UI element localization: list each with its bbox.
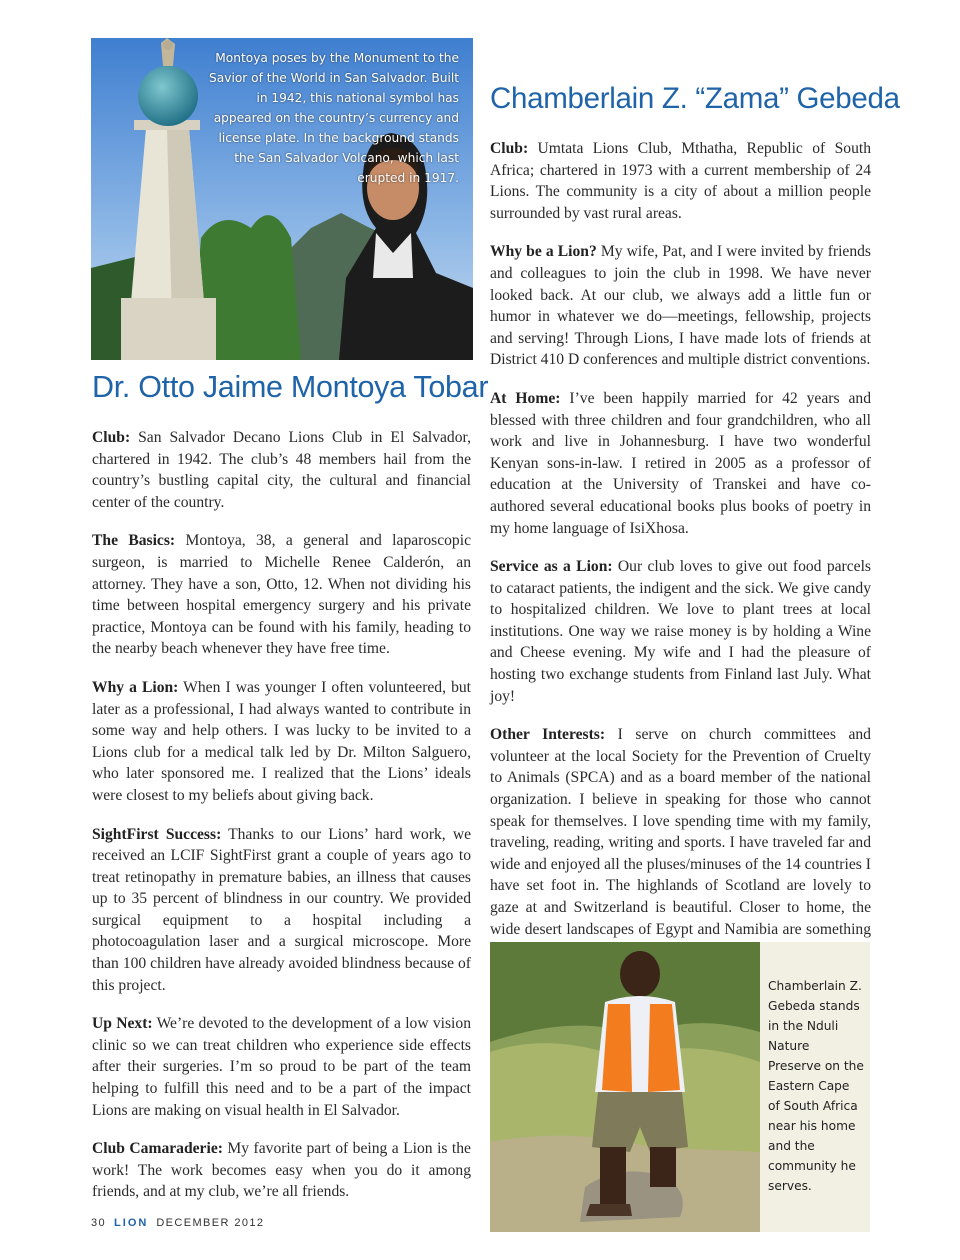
montoya-article-title: Dr. Otto Jaime Montoya Tobar — [92, 370, 489, 404]
issue-date: DECEMBER 2012 — [156, 1217, 265, 1229]
paragraph-label: Why be a Lion? — [490, 243, 597, 261]
gebeda-photo — [490, 942, 870, 1232]
paragraph-label: Club: — [490, 140, 529, 157]
montoya-photo-caption: Montoya poses by the Monument to the Savior of the World in San Salvador. Built in 1942, this national symbol has appeared on the country’s currency and license plate. In the background stands the San Salvador Volcano, which last erupted in 1917. — [209, 51, 459, 185]
gebeda-photo-caption: Chamberlain Z. Gebeda stands in the Nduli Nature Preserve on the Eastern Cape of South Africa near his home and the community he serves. — [768, 979, 864, 1193]
article-paragraph — [490, 556, 871, 707]
paragraph-label: At Home: — [490, 389, 561, 407]
article-paragraph — [490, 724, 871, 962]
paragraph-text: I serve on church committees and volunteer at the local Society for the Prevention of Cruelty to Animals (SPCA) and as a board member of the national organization. I believe in speaking for those who cannot speak for themselves. I love spending time with my family, traveling, reading, writing and sports. I have traveled far and wide and enjoyed all the pluses/minuses of the 14 countries I have set foot in. The highlands of Scotland are lovely to gaze at and Switzerland is beautiful. Closer to home, the wide desert landscapes of Egypt and Namibia are something — [490, 726, 871, 938]
article-paragraph — [92, 427, 471, 513]
paragraph-text: Umtata Lions Club, Mthatha, Republic of South Africa; chartered in 1973 with a current membership of 24 Lions. The community is a city of about a million people surrounded by vast rural areas. — [490, 140, 871, 222]
paragraph-label: Service as a Lion: — [490, 558, 613, 576]
article-paragraph — [92, 1138, 471, 1203]
paragraph-text: San Salvador Decano Lions Club in El Salvador, chartered in 1942. The club’s 48 members hail from the country’s bustling capital city, the cultural and financial center of the country. — [92, 429, 471, 511]
gebeda-illustration — [490, 942, 760, 1232]
montoya-photo — [91, 38, 473, 360]
paragraph-text: Thanks to our Lions’ hard work, we received an LCIF SightFirst grant a couple of years ago to treat retinopathy in premature babies, an illness that causes up to 35 percent of blindness in our country. We provided surgical equipment to a hospital including a photocoagulation laser and a surgical microscope. More than 100 children have already avoided blindness because of this project. — [92, 825, 472, 994]
paragraph-label: Club: — [92, 429, 131, 446]
paragraph-text: My wife, Pat, and I were invited by friends and colleagues to join the club in 1998. We have never looked back. At our club, we always add a little fun or humor in whatever we do—meetings, fellowship, projects and serving! Through Lions, I have made lots of friends at District 410 D conferences and multiple district conventions. — [490, 243, 871, 369]
article-paragraph — [490, 388, 871, 539]
gebeda-article-body — [490, 138, 871, 979]
magazine-name: LION — [114, 1217, 149, 1229]
paragraph-text: I’ve been happily married for 42 years and blessed with three children and four grandchildren, who all work and live in Johannesburg. I have two wonderful Kenyan sons-in-law. I retired in 2005 as a professor of education at the University of Transkei and have co-authored several educational books plus books of poetry in my home language of IsiXhosa. — [490, 389, 871, 537]
paragraph-label: Why a Lion: — [92, 678, 179, 696]
paragraph-text: My favorite part of being a Lion is the work! The work becomes easy when you do it among friends, and at my club, we’re all friends. — [92, 1140, 471, 1201]
paragraph-text: When I was younger I often volunteered, but later as a professional, I had always wanted to contribute in some way and help others. I was lucky to be invited to a Lions club for a medical talk led by Dr. Milton Salguero, who later sponsored me. I realized that the Lions’ ideals were closest to my beliefs about giving back. — [92, 678, 471, 804]
article-paragraph — [92, 677, 471, 807]
page-footer — [91, 1217, 264, 1229]
paragraph-text: Montoya, 38, a general and laparoscopic surgeon, is married to Michelle Renee Calderón, an attorney. They have a son, Otto, 12. When not dividing his time between hospital emergency surgery and his private practice, Montoya can be found with his family, heading to the nearby beach whenever they have free time. — [92, 532, 471, 658]
article-paragraph — [92, 530, 471, 660]
paragraph-label: SightFirst Success: — [92, 825, 222, 843]
article-paragraph — [92, 824, 471, 997]
paragraph-label: Club Camaraderie: — [92, 1140, 223, 1158]
article-paragraph — [490, 241, 871, 371]
gebeda-article-title: Chamberlain Z. “Zama” Gebeda — [490, 82, 900, 115]
montoya-article-body — [92, 427, 471, 1220]
paragraph-text: Our club loves to give out food parcels to cataract patients, the indigent and the sick. We give candy to hospitalized children. We love to plant trees at local institutions. One way we raise money is by holding a Wine and Cheese evening. My wife and I had the pleasure of hosting two exchange students from Finland last July. What joy! — [490, 558, 871, 705]
article-paragraph — [92, 1013, 471, 1121]
article-paragraph — [490, 138, 871, 224]
paragraph-label: The Basics: — [92, 532, 176, 550]
page-number: 30 — [91, 1217, 107, 1229]
paragraph-label: Up Next: — [92, 1015, 153, 1033]
paragraph-label: Other Interests: — [490, 726, 606, 744]
paragraph-text: We’re devoted to the development of a low vision clinic so we can treat children who experience side effects after their surgeries. I’m so proud to be part of the team helping to fulfill this need and to be a part of the impact Lions are making on visual health in El Salvador. — [92, 1015, 471, 1119]
